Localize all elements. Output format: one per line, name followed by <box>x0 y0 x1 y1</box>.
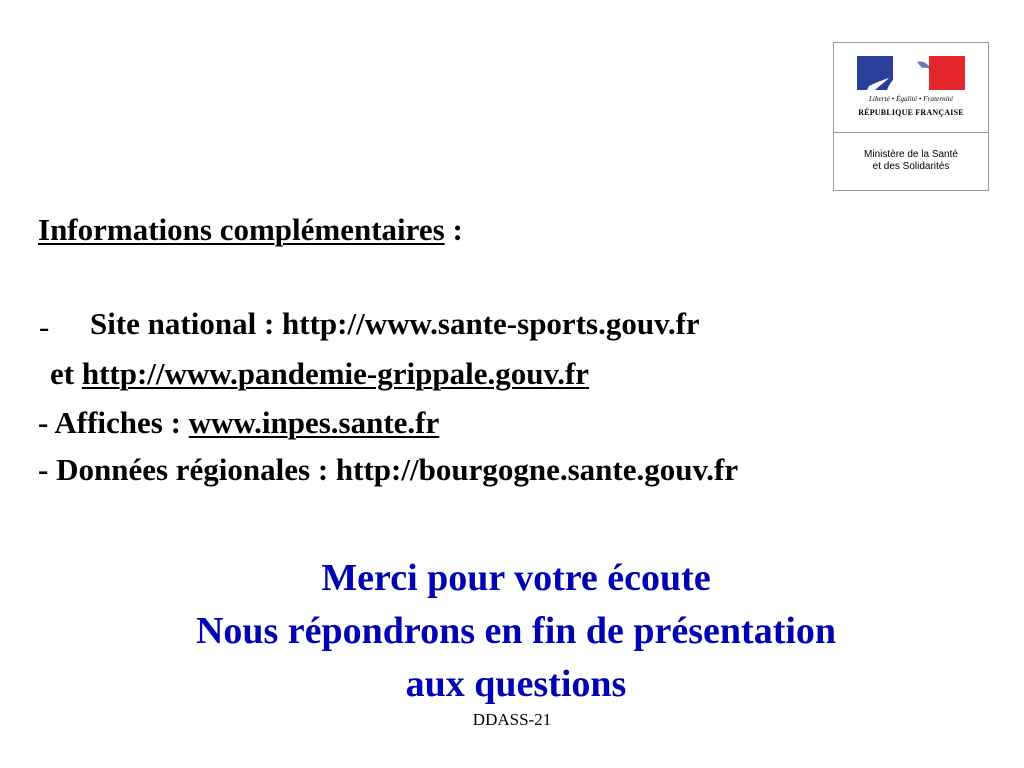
donnees-regionales-line: - Données régionales : http://bourgogne.sante.gouv.fr <box>38 452 739 487</box>
pandemie-line <box>50 356 589 392</box>
logo-republique: RÉPUBLIQUE FRANÇAISE <box>858 108 964 117</box>
affiches-label: - Affiches : <box>38 405 189 440</box>
closing-line-1: Merci pour votre écoute <box>321 557 711 599</box>
logo-motto: Liberté • Égalité • Fraternité <box>868 95 954 103</box>
info-heading <box>38 212 463 248</box>
ministere-line-1: Ministère de la Santé <box>864 149 958 160</box>
republique-francaise-logo <box>833 42 989 191</box>
logo-ministere <box>834 149 988 173</box>
affiches-line <box>38 405 439 441</box>
ministere-line-2: et des Solidarités <box>872 161 950 172</box>
info-heading-text: Informations complémentaires <box>38 212 445 247</box>
marianne-flag-icon <box>857 56 965 90</box>
info-heading-suffix: : <box>444 212 463 247</box>
inpes-link[interactable]: www.inpes.sante.fr <box>188 405 440 440</box>
closing-line-2: Nous répondrons en fin de présentation <box>195 610 837 652</box>
closing-line-3: aux questions <box>405 663 627 705</box>
et-label: et <box>50 356 82 391</box>
pandemie-link[interactable]: http://www.pandemie-grippale.gouv.fr <box>81 356 590 391</box>
site-national-dash: - <box>39 309 50 344</box>
logo-divider <box>834 132 988 133</box>
footer-label: DDASS-21 <box>472 710 552 729</box>
site-national-line: Site national : http://www.sante-sports.gouv.fr <box>90 306 700 341</box>
